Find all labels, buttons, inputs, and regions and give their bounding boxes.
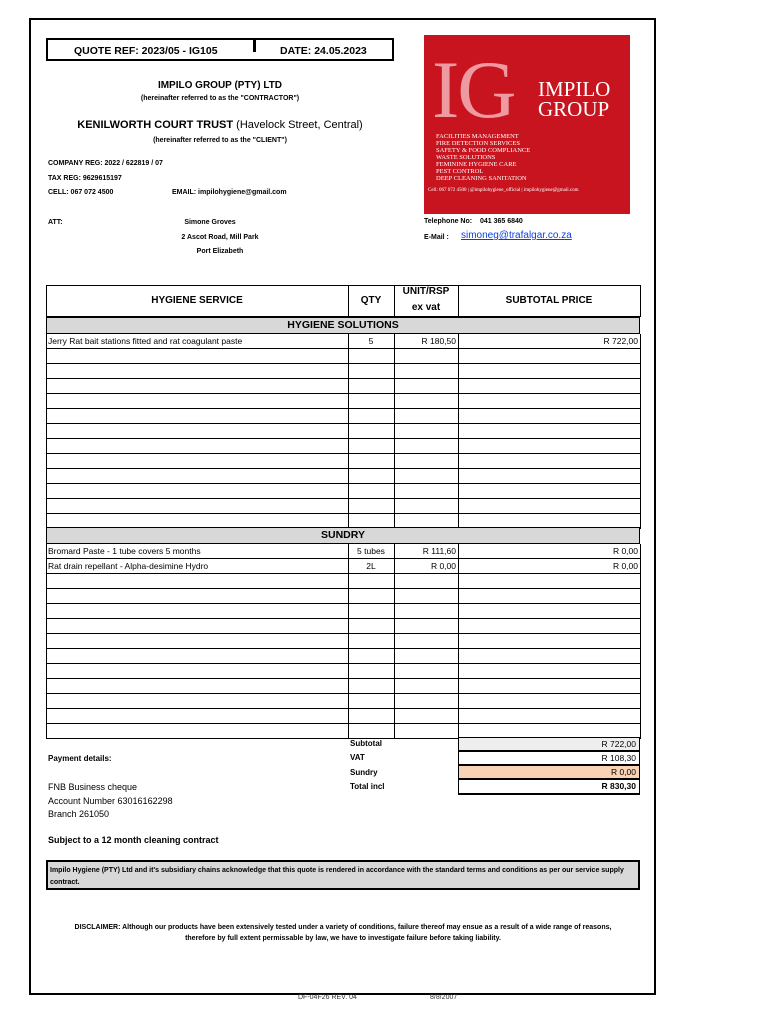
cell-service: [48, 604, 346, 618]
disclaimer-line-2: therefore by full extent permissable by law, we have to investigate failure before taking liability.: [185, 935, 501, 942]
col-line: [458, 334, 459, 529]
cell-subtotal: R 0,00: [612, 561, 638, 571]
cell-qty: 5: [368, 336, 374, 346]
cell-unit: [394, 619, 456, 633]
telephone-number: 041 365 6840: [480, 218, 523, 225]
cell-qty: [348, 394, 394, 408]
cell-unit: [394, 514, 456, 528]
cell-service: Rat drain repellant - Alpha-desimine Hydro: [48, 561, 209, 571]
table-row: [46, 364, 640, 379]
cell-service: [48, 664, 346, 678]
table-row: [46, 484, 640, 499]
cell-qty: [348, 499, 394, 513]
logo-service: WASTE SOLUTIONS: [436, 154, 496, 161]
cell-service: [48, 694, 346, 708]
table-row: [46, 574, 640, 589]
cell-service: [48, 649, 346, 663]
cell-subtotal: [458, 709, 638, 723]
cell-service: [48, 619, 346, 633]
payment-label: Payment details:: [48, 754, 112, 763]
cell-qty: 5 tubes: [357, 546, 385, 556]
cell-unit: [394, 469, 456, 483]
col-header-service: HYGIENE SERVICE: [151, 295, 243, 306]
table-row: [46, 424, 640, 439]
cell-service: Jerry Rat bait stations fitted and rat coagulant paste: [48, 336, 243, 346]
cell-qty: 2L: [366, 561, 376, 571]
cell-unit: R 0,00: [430, 561, 456, 571]
contractor-name: IMPILO GROUP (PTY) LTD: [157, 80, 283, 91]
cell-subtotal: [458, 604, 638, 618]
cell-service: [48, 394, 346, 408]
company-reg: COMPANY REG: 2022 / 622819 / 07: [48, 160, 163, 167]
cell-qty: [348, 709, 394, 723]
cell-unit: [394, 694, 456, 708]
cell-service: [48, 379, 346, 393]
cell-subtotal: [458, 349, 638, 363]
att-label: ATT:: [48, 219, 63, 226]
section-sundry: SUNDRY: [46, 527, 640, 544]
cell-qty: [348, 664, 394, 678]
table-row: [46, 604, 640, 619]
header-separator: [253, 38, 256, 52]
cell-service: [48, 454, 346, 468]
cell-unit: [394, 364, 456, 378]
cell-subtotal: [458, 694, 638, 708]
logo-service: FACILITIES MANAGEMENT: [436, 133, 519, 140]
col-line: [394, 285, 395, 317]
col-line: [458, 544, 459, 739]
client-note: (hereinafter referred to as the "CLIENT"): [153, 137, 287, 144]
cell-service: [48, 589, 346, 603]
col-line: [394, 544, 395, 739]
disclaimer-line-1: DISCLAIMER: Although our products have been extensively tested under a variety of conditions, failure thereof may ensue as a result of a wide range of reasons,: [74, 924, 612, 931]
cell-subtotal: [458, 439, 638, 453]
total-value: R 830,30: [458, 779, 640, 795]
cell-qty: [348, 619, 394, 633]
logo-monogram: IG: [432, 44, 515, 135]
table-row: [46, 379, 640, 394]
cell-unit: [394, 349, 456, 363]
cell-qty: [348, 409, 394, 423]
logo-contact: Cell: 067 072 4500 | @impilohygiene_official | impilohygiene@gmail.com: [428, 188, 579, 193]
quote-header-box: [46, 38, 394, 61]
cell-subtotal: [458, 454, 638, 468]
table-row: [46, 499, 640, 514]
cell-subtotal: [458, 514, 638, 528]
cell-unit: R 180,50: [421, 336, 456, 346]
col-line: [640, 334, 641, 529]
cell-qty: [348, 454, 394, 468]
cell-subtotal: [458, 619, 638, 633]
cell-subtotal: [458, 469, 638, 483]
table-row: [46, 589, 640, 604]
table-row: [46, 544, 640, 559]
cell-number: CELL: 067 072 4500: [48, 189, 114, 196]
cell-service: [48, 634, 346, 648]
cell-unit: [394, 589, 456, 603]
cell-unit: [394, 604, 456, 618]
cell-qty: [348, 724, 394, 738]
cell-service: [48, 724, 346, 738]
logo-service: FIRE DETECTION SERVICES: [436, 140, 520, 147]
subtotal-value: R 722,00: [458, 737, 640, 751]
col-line: [458, 285, 459, 317]
table-row: [46, 349, 640, 364]
cell-service: Bromard Paste - 1 tube covers 5 months: [48, 546, 201, 556]
quote-date: DATE: 24.05.2023: [280, 45, 367, 57]
cell-unit: [394, 379, 456, 393]
cell-service: [48, 499, 346, 513]
vat-label: VAT: [350, 753, 365, 762]
table-row: [46, 394, 640, 409]
table-row: [46, 409, 640, 424]
cell-unit: [394, 649, 456, 663]
cell-subtotal: R 722,00: [603, 336, 638, 346]
cell-unit: [394, 409, 456, 423]
table-row: [46, 334, 640, 349]
cell-qty: [348, 589, 394, 603]
cell-subtotal: [458, 424, 638, 438]
client-name: [46, 119, 394, 131]
payment-account: Account Number 63016162298: [48, 796, 173, 806]
contract-note: Subject to a 12 month cleaning contract: [48, 835, 219, 845]
cell-qty: [348, 574, 394, 588]
col-line: [348, 334, 349, 529]
col-line: [394, 334, 395, 529]
logo-service: DEEP CLEANING SANITATION: [436, 175, 527, 182]
subtotal-label: Subtotal: [350, 739, 382, 748]
cell-unit: [394, 394, 456, 408]
payment-branch: Branch 261050: [48, 809, 110, 819]
table-row: [46, 469, 640, 484]
cell-service: [48, 574, 346, 588]
contractor-note: (hereinafter referred to as the "CONTRACTOR"): [140, 95, 300, 102]
cell-unit: [394, 424, 456, 438]
cell-service: [48, 424, 346, 438]
tax-reg: TAX REG: 9629615197: [48, 175, 122, 182]
cell-service: [48, 484, 346, 498]
section-hygiene-solutions: HYGIENE SOLUTIONS: [46, 317, 640, 334]
cell-subtotal: [458, 394, 638, 408]
impilo-group-logo: [424, 35, 630, 214]
client-name-bold: KENILWORTH COURT TRUST: [77, 119, 234, 131]
att-address-1: 2 Ascot Road, Mill Park: [181, 234, 259, 241]
att-address-2: Port Elizabeth: [196, 248, 244, 255]
logo-services-list: [436, 133, 530, 182]
cell-subtotal: [458, 724, 638, 738]
footer-code: DF-04F26 REV. 04: [298, 994, 357, 1001]
cell-subtotal: [458, 679, 638, 693]
cell-service: [48, 409, 346, 423]
col-header-unit: UNIT/RSP: [402, 286, 450, 297]
sundry-label: Sundry: [350, 768, 378, 777]
cell-qty: [348, 424, 394, 438]
col-header-unit-exvat: ex vat: [411, 302, 441, 313]
cell-unit: [394, 439, 456, 453]
cell-service: [48, 439, 346, 453]
cell-qty: [348, 604, 394, 618]
cell-service: [48, 514, 346, 528]
cell-qty: [348, 484, 394, 498]
logo-word-impilo: IMPILO: [538, 77, 611, 101]
total-label: Total incl: [350, 782, 385, 791]
col-line: [640, 544, 641, 739]
col-line: [348, 285, 349, 317]
table-row: [46, 559, 640, 574]
cell-unit: [394, 664, 456, 678]
cell-unit: [394, 499, 456, 513]
cell-unit: [394, 484, 456, 498]
logo-service: PEST CONTROL: [436, 168, 484, 175]
sundry-value: R 0,00: [458, 765, 640, 779]
quote-ref: QUOTE REF: 2023/05 - IG105: [74, 45, 218, 57]
cell-unit: [394, 574, 456, 588]
cell-unit: [394, 709, 456, 723]
telephone-label: Telephone No:: [424, 218, 473, 225]
cell-subtotal: [458, 484, 638, 498]
cell-qty: [348, 439, 394, 453]
cell-subtotal: [458, 634, 638, 648]
cell-subtotal: [458, 649, 638, 663]
table-row: [46, 709, 640, 724]
cell-service: [48, 364, 346, 378]
logo-service: FEMININE HYGIENE CARE: [436, 161, 517, 168]
cell-service: [48, 469, 346, 483]
cell-service: [48, 349, 346, 363]
cell-unit: [394, 679, 456, 693]
cell-qty: [348, 634, 394, 648]
cell-subtotal: [458, 499, 638, 513]
table-row: [46, 649, 640, 664]
cell-subtotal: [458, 364, 638, 378]
vat-value: R 108,30: [458, 751, 640, 765]
cell-subtotal: [458, 409, 638, 423]
email-label: E-Mail :: [424, 234, 449, 241]
cell-unit: [394, 454, 456, 468]
col-line: [46, 544, 47, 739]
cell-service: [48, 679, 346, 693]
table-row: [46, 694, 640, 709]
cell-qty: [348, 649, 394, 663]
cell-unit: [394, 724, 456, 738]
cell-subtotal: [458, 589, 638, 603]
cell-qty: [348, 364, 394, 378]
att-name: Simone Groves: [184, 219, 236, 226]
logo-word-group: GROUP: [538, 97, 610, 121]
cell-qty: [348, 694, 394, 708]
col-line: [348, 544, 349, 739]
cell-subtotal: [458, 574, 638, 588]
cell-qty: [348, 514, 394, 528]
table-row: [46, 664, 640, 679]
company-email: EMAIL: impilohygiene@gmail.com: [172, 189, 287, 196]
col-header-subtotal: SUBTOTAL PRICE: [505, 295, 593, 306]
acknowledgement-box: Impilo Hygiene (PTY) Ltd and it's subsidiary chains acknowledge that this quote is rendered in accordance with the standard terms and conditions as per our service supply contract.: [46, 860, 640, 890]
cell-service: [48, 709, 346, 723]
col-header-qty: QTY: [360, 295, 382, 306]
cell-qty: [348, 679, 394, 693]
cell-subtotal: [458, 664, 638, 678]
cell-subtotal: [458, 379, 638, 393]
client-name-rest: (Havelock Street, Central): [236, 119, 363, 131]
table-row: [46, 439, 640, 454]
cell-qty: [348, 379, 394, 393]
client-email-link[interactable]: simoneg@trafalgar.co.za: [461, 230, 572, 241]
cell-subtotal: R 0,00: [612, 546, 638, 556]
cell-qty: [348, 349, 394, 363]
cell-unit: [394, 634, 456, 648]
table-row: [46, 619, 640, 634]
col-line: [46, 334, 47, 529]
table-row: [46, 454, 640, 469]
table-row: [46, 679, 640, 694]
cell-unit: R 111,60: [422, 546, 456, 556]
footer-date: 8/8/2007: [430, 994, 458, 1001]
cell-qty: [348, 469, 394, 483]
payment-bank: FNB Business cheque: [48, 782, 138, 792]
table-row: [46, 634, 640, 649]
logo-service: SAFETY & FOOD COMPLIANCE: [436, 147, 531, 154]
